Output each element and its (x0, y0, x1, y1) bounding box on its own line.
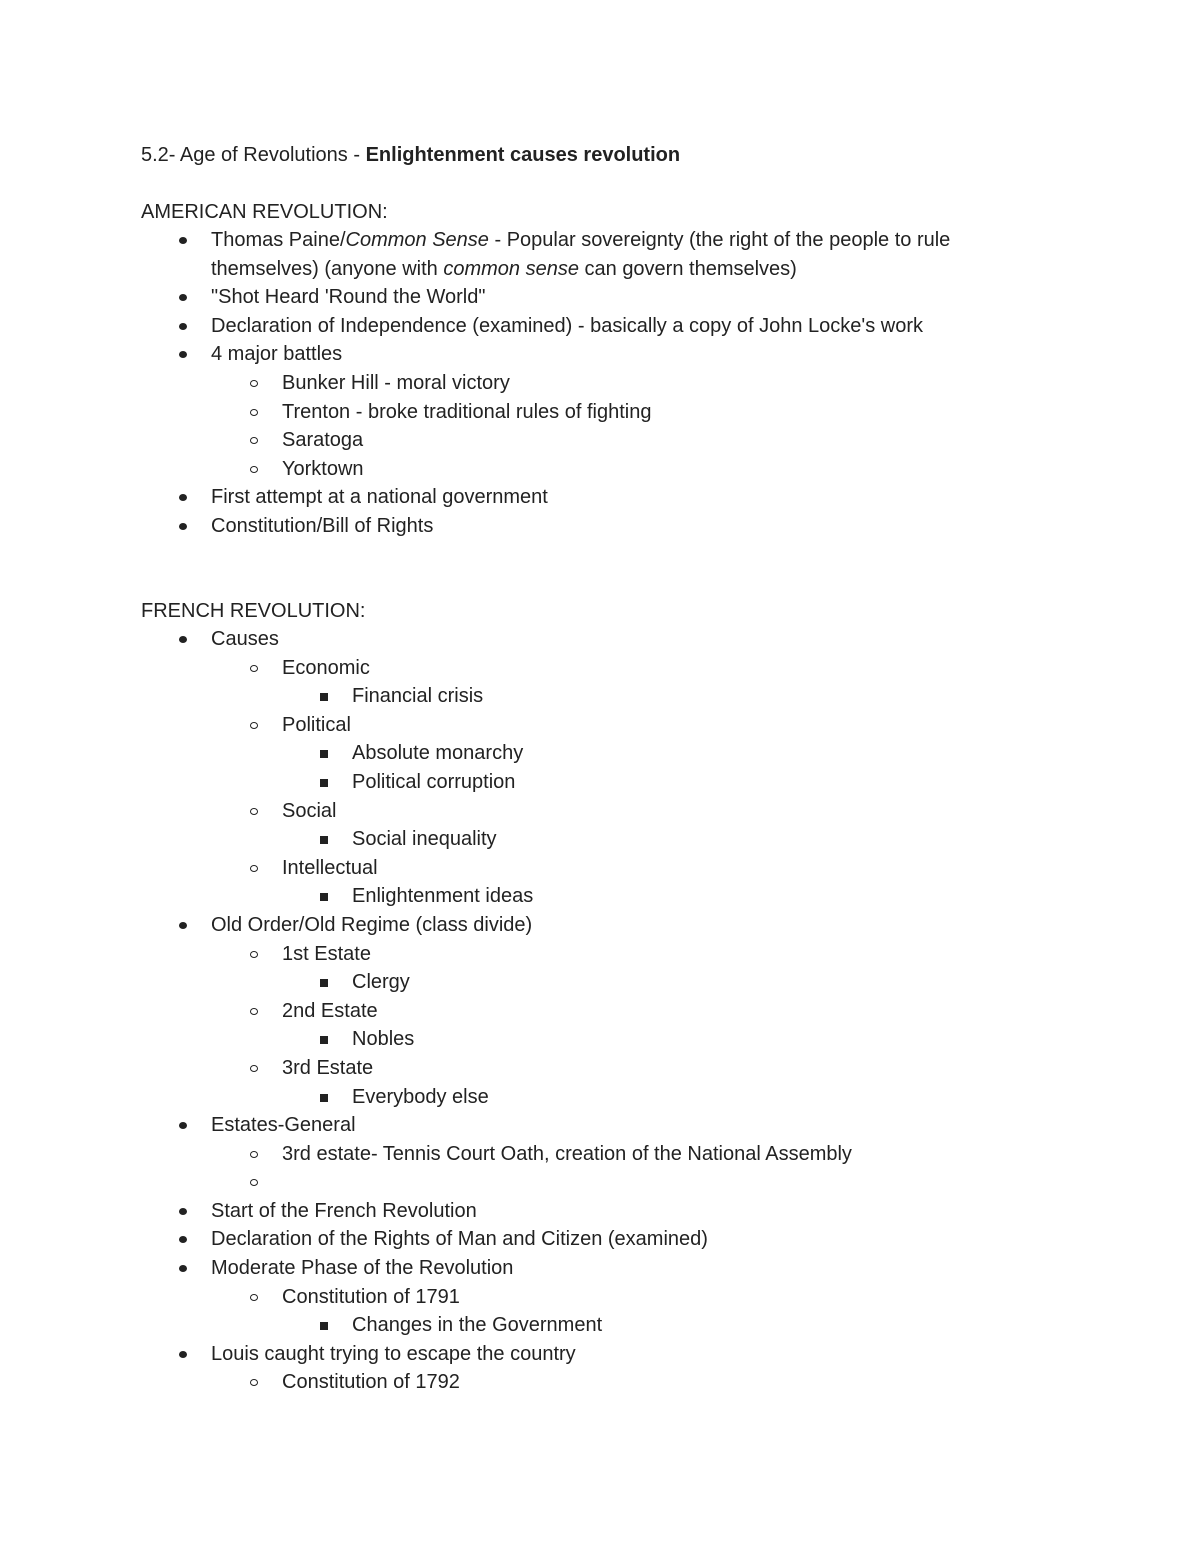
paine-middle: - Popular sovereignty (the right of the people to rule themselves) (anyone with (211, 229, 951, 280)
item-text: Estates-General (211, 1114, 356, 1137)
bullet-disc-icon (176, 312, 190, 341)
item-text: Start of the French Revolution (211, 1199, 477, 1222)
item-text: 4 major battles (211, 343, 343, 366)
item-text: 3rd estate- Tennis Court Oath, creation of the National Assembly (282, 1142, 852, 1165)
list-item (0, 1254, 1200, 1283)
item-text: Absolute monarchy (352, 742, 524, 765)
item-text: Declaration of Independence (examined) - basically a copy of John Locke's work (211, 314, 923, 337)
list-item (0, 1111, 1200, 1140)
list-item (0, 226, 1200, 283)
french-revolution-list (0, 625, 1200, 1397)
bullet-disc-icon (176, 1254, 190, 1283)
bullet-circle-icon (247, 1140, 261, 1169)
list-item (0, 940, 1200, 969)
item-text: Constitution of 1792 (282, 1371, 460, 1394)
bullet-circle-icon (247, 1168, 261, 1197)
bullet-disc-icon (176, 1340, 190, 1369)
item-text: Financial crisis (352, 685, 484, 708)
bullet-circle-icon (247, 1283, 261, 1312)
bullet-disc-icon (176, 340, 190, 369)
list-item (0, 426, 1200, 455)
bullet-disc-icon (176, 512, 190, 541)
list-item (0, 398, 1200, 427)
list-item (0, 340, 1200, 369)
bullet-square-icon (317, 968, 331, 997)
item-text: Bunker Hill - moral victory (282, 371, 510, 394)
list-item (0, 1283, 1200, 1312)
list-item (0, 1054, 1200, 1083)
item-text: Declaration of the Rights of Man and Citizen (examined) (211, 1228, 708, 1251)
list-item (0, 854, 1200, 883)
item-text: Social inequality (352, 828, 497, 851)
list-item (0, 1340, 1200, 1369)
list-item (0, 369, 1200, 398)
item-text: Everybody else (352, 1085, 489, 1108)
item-text: 2nd Estate (282, 999, 378, 1022)
item-text: First attempt at a national government (211, 486, 548, 509)
page-title (141, 141, 680, 169)
bullet-disc-icon (176, 226, 190, 255)
item-text: Nobles (352, 1028, 415, 1051)
list-item (0, 1225, 1200, 1254)
list-item (0, 1368, 1200, 1397)
bullet-disc-icon (176, 1197, 190, 1226)
list-item (0, 711, 1200, 740)
paine-italic-common-sense: Common Sense (345, 229, 489, 251)
list-item (0, 512, 1200, 541)
bullet-circle-icon (247, 940, 261, 969)
item-text: Saratoga (282, 429, 364, 452)
paine-before: Thomas Paine/ (211, 229, 346, 251)
bullet-square-icon (317, 1083, 331, 1112)
bullet-disc-icon (176, 1111, 190, 1140)
bullet-circle-icon (247, 854, 261, 883)
bullet-disc-icon (176, 625, 190, 654)
list-item (0, 825, 1200, 854)
item-text: Intellectual (282, 856, 378, 879)
list-item (0, 1197, 1200, 1226)
list-item (0, 1025, 1200, 1054)
list-item (0, 455, 1200, 484)
bullet-circle-icon (247, 711, 261, 740)
list-item (0, 968, 1200, 997)
list-item (0, 682, 1200, 711)
bullet-disc-icon (176, 483, 190, 512)
list-item (0, 882, 1200, 911)
item-text: Political corruption (352, 770, 516, 793)
bullet-square-icon (317, 739, 331, 768)
bullet-disc-icon (176, 1225, 190, 1254)
list-item (0, 739, 1200, 768)
list-item (0, 1311, 1200, 1340)
american-revolution-heading: AMERICAN REVOLUTION: (141, 201, 388, 223)
bullet-square-icon (317, 825, 331, 854)
item-text: Yorktown (282, 457, 364, 480)
item-text: Moderate Phase of the Revolution (211, 1257, 514, 1280)
item-text: Old Order/Old Regime (class divide) (211, 913, 533, 936)
item-text: Enlightenment ideas (352, 885, 534, 908)
item-text: Economic (282, 656, 370, 679)
item-text: Constitution/Bill of Rights (211, 514, 434, 537)
list-item (0, 283, 1200, 312)
bullet-circle-icon (247, 1368, 261, 1397)
item-text: Louis caught trying to escape the country (211, 1342, 576, 1365)
list-item (0, 768, 1200, 797)
item-text: "Shot Heard 'Round the World" (211, 286, 486, 309)
title-bold: Enlightenment causes revolution (365, 144, 681, 166)
bullet-square-icon (317, 682, 331, 711)
bullet-square-icon (317, 1025, 331, 1054)
item-text: Trenton - broke traditional rules of fighting (282, 400, 652, 423)
paine-italic-common-sense-2: common sense (443, 257, 579, 280)
paine-text (211, 226, 1011, 283)
bullet-circle-icon (247, 797, 261, 826)
list-item (0, 625, 1200, 654)
bullet-circle-icon (247, 455, 261, 484)
list-item (0, 997, 1200, 1026)
bullet-disc-icon (176, 911, 190, 940)
bullet-square-icon (317, 882, 331, 911)
list-item (0, 312, 1200, 341)
bullet-circle-icon (247, 426, 261, 455)
item-text: 1st Estate (282, 942, 371, 965)
item-text: 3rd Estate (282, 1056, 374, 1079)
bullet-circle-icon (247, 997, 261, 1026)
french-revolution-heading: FRENCH REVOLUTION: (141, 600, 366, 622)
paine-after: can govern themselves) (578, 257, 797, 280)
bullet-disc-icon (176, 283, 190, 312)
bullet-square-icon (317, 1311, 331, 1340)
list-item (0, 1083, 1200, 1112)
item-text: Causes (211, 628, 279, 650)
bullet-circle-icon (247, 369, 261, 398)
bullet-circle-icon (247, 1054, 261, 1083)
bullet-circle-icon (247, 654, 261, 683)
american-revolution-list (0, 226, 1200, 541)
list-item (0, 1140, 1200, 1169)
item-text: Constitution of 1791 (282, 1285, 460, 1308)
list-item (0, 911, 1200, 940)
bullet-square-icon (317, 768, 331, 797)
list-item (0, 483, 1200, 512)
list-item (0, 654, 1200, 683)
bullet-circle-icon (247, 398, 261, 427)
item-text: Changes in the Government (352, 1314, 603, 1337)
item-text: Social (282, 799, 337, 822)
list-item-empty (0, 1168, 1200, 1197)
title-prefix: 5.2- Age of Revolutions - (141, 144, 366, 166)
item-text: Clergy (352, 971, 410, 994)
item-text: Political (282, 713, 351, 736)
list-item (0, 797, 1200, 826)
